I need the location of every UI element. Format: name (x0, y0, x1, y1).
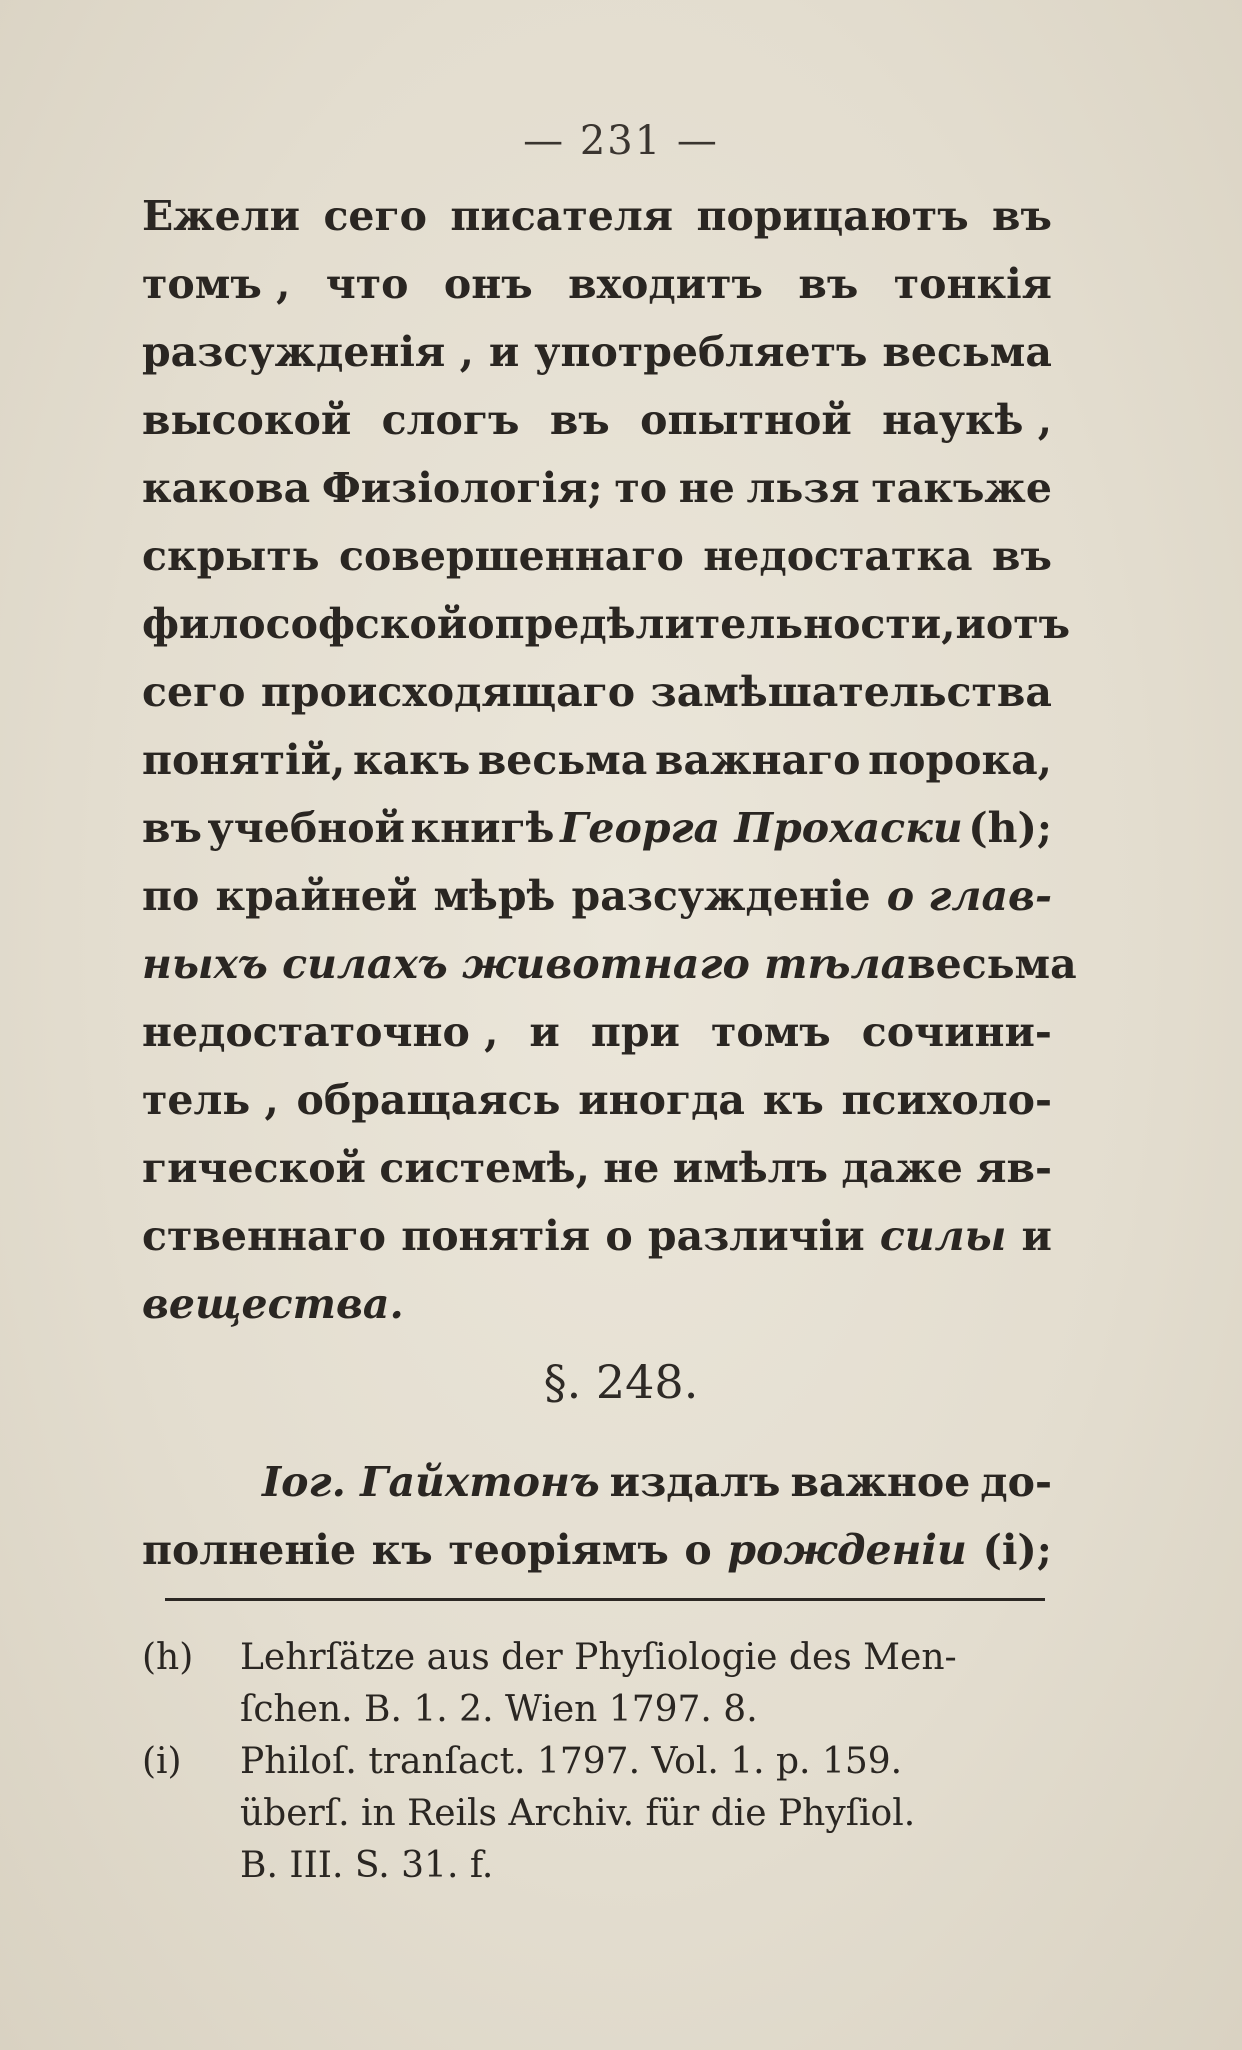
word: весьма (882, 328, 1052, 376)
word: томъ , (142, 260, 291, 308)
word: яв- (976, 1144, 1052, 1192)
word: къ (762, 1076, 824, 1124)
word: ственнаго (142, 1212, 386, 1260)
footnotes (142, 1632, 1062, 1892)
word: въ (992, 532, 1052, 580)
text-line (142, 522, 1052, 590)
text-line (142, 1134, 1052, 1202)
word: недостатка (703, 532, 973, 580)
word: даже (841, 1144, 963, 1192)
word: въ (549, 396, 610, 444)
word: недостаточно , (142, 1008, 499, 1056)
footnote-line: B. III. S. 31. f. (240, 1845, 494, 1886)
word: какова (142, 464, 311, 512)
word: писателя (450, 192, 674, 240)
word: входитъ (568, 260, 763, 308)
word: (i); (982, 1526, 1052, 1574)
main-paragraph (142, 182, 1077, 1338)
word: понятій, (142, 736, 346, 784)
text-line (142, 658, 1052, 726)
word: и (1021, 1212, 1052, 1260)
word: силы (879, 1212, 1007, 1260)
word: ныхъ силахъ животнаго тѣла (142, 940, 908, 988)
word: употребляетъ (534, 328, 868, 376)
word: опытной (640, 396, 852, 444)
word: Ежели (142, 192, 301, 240)
word: опредѣлительности, (467, 600, 956, 648)
footnote-line: ſchen. B. 1. 2. Wien 1797. 8. (240, 1689, 758, 1730)
word: то (614, 464, 668, 512)
word: какъ (352, 736, 471, 784)
footnote-text (240, 1632, 1062, 1736)
word: при (590, 1008, 680, 1056)
text-line (142, 1066, 1052, 1134)
word: о (684, 1526, 712, 1574)
word: издалъ (609, 1458, 781, 1506)
text-line (142, 726, 1052, 794)
word: въ (142, 804, 202, 852)
word: разсужденія , (142, 328, 474, 376)
footnote-line: Lehrſätze aus der Phyſiologie des Men- (240, 1637, 957, 1678)
word: происходящаго (260, 668, 636, 716)
word: и (529, 1008, 560, 1056)
word: порицаютъ (696, 192, 969, 240)
word: въ (798, 260, 859, 308)
word: совершеннаго (339, 532, 684, 580)
footnote-line: überſ. in Reils Archiv. für die Phyſiol. (240, 1793, 916, 1834)
word: высокой (142, 396, 352, 444)
text-line (142, 318, 1052, 386)
text-line (142, 1516, 1052, 1584)
word: рожденіи (727, 1526, 967, 1574)
text-line (142, 182, 1052, 250)
word: по (142, 872, 200, 920)
section-heading: §. 248. (543, 1355, 699, 1409)
word: сочини- (861, 1008, 1052, 1056)
word: Физіологія; (321, 464, 603, 512)
word: имѣлъ (672, 1144, 829, 1192)
text-line (142, 386, 1052, 454)
word: иногда (578, 1076, 745, 1124)
word: важнаго (654, 736, 861, 784)
word: въ (992, 192, 1052, 240)
word: къ (371, 1526, 433, 1574)
word: замѣшательства (650, 668, 1052, 716)
word: Георга Прохаски (560, 804, 963, 852)
word: сего (142, 668, 246, 716)
footnote-divider (165, 1598, 1045, 1601)
word: сего (323, 192, 427, 240)
footnote-line: Philoſ. tranſact. 1797. Vol. 1. p. 159. (240, 1741, 903, 1782)
word: весьма (477, 736, 648, 784)
word: что (325, 260, 409, 308)
word: до- (980, 1458, 1052, 1506)
word: философской (142, 600, 468, 648)
word: не (678, 464, 735, 512)
text-line (142, 590, 1071, 658)
word: понятія (401, 1212, 591, 1260)
word: крайней (215, 872, 418, 920)
word: психоло- (841, 1076, 1052, 1124)
second-paragraph (142, 1448, 1052, 1584)
word: онъ (443, 260, 533, 308)
text-line (142, 794, 1052, 862)
word: важное (790, 1458, 971, 1506)
word: и (955, 600, 986, 648)
footnote (142, 1736, 1062, 1892)
footnote (142, 1632, 1062, 1736)
word: не (603, 1144, 660, 1192)
word: гической (142, 1144, 366, 1192)
word: тонкія (893, 260, 1052, 308)
page-number: — 231 — (523, 118, 719, 164)
word: льзя (746, 464, 860, 512)
word: разсужденіе (571, 872, 871, 920)
text-line (142, 454, 1052, 522)
word: обращаясь (296, 1076, 561, 1124)
word: весьма (907, 940, 1077, 988)
word: скрыть (142, 532, 320, 580)
word: мѣрѣ (433, 872, 556, 920)
footnote-mark: (i) (142, 1741, 182, 1782)
word: книгѣ (410, 804, 555, 852)
footnote-mark: (h) (142, 1637, 194, 1678)
text-line (142, 1202, 1052, 1270)
text-line (142, 250, 1052, 318)
word: и (488, 328, 520, 376)
word: теоріямъ (448, 1526, 669, 1574)
word: о глав- (886, 872, 1052, 920)
word: полненіе (142, 1526, 357, 1574)
word: тель , (142, 1076, 279, 1124)
word: учебной (207, 804, 405, 852)
word: о (605, 1212, 633, 1260)
word: отъ (985, 600, 1071, 648)
word: вещества. (142, 1280, 404, 1328)
word: различіи (647, 1212, 865, 1260)
text-line (142, 930, 1077, 998)
word: наукѣ , (882, 396, 1052, 444)
word: томъ (710, 1008, 831, 1056)
word: порока, (868, 736, 1052, 784)
word: (h); (968, 804, 1052, 852)
word: Іог. Гайхтонъ (262, 1458, 600, 1506)
text-line (142, 1448, 1052, 1516)
word: слогъ (381, 396, 520, 444)
text-line (142, 1270, 1052, 1338)
text-line (142, 998, 1052, 1066)
word: системѣ, (379, 1144, 590, 1192)
footnote-text (240, 1736, 1062, 1892)
word: такъже (871, 464, 1052, 512)
text-line (142, 862, 1052, 930)
